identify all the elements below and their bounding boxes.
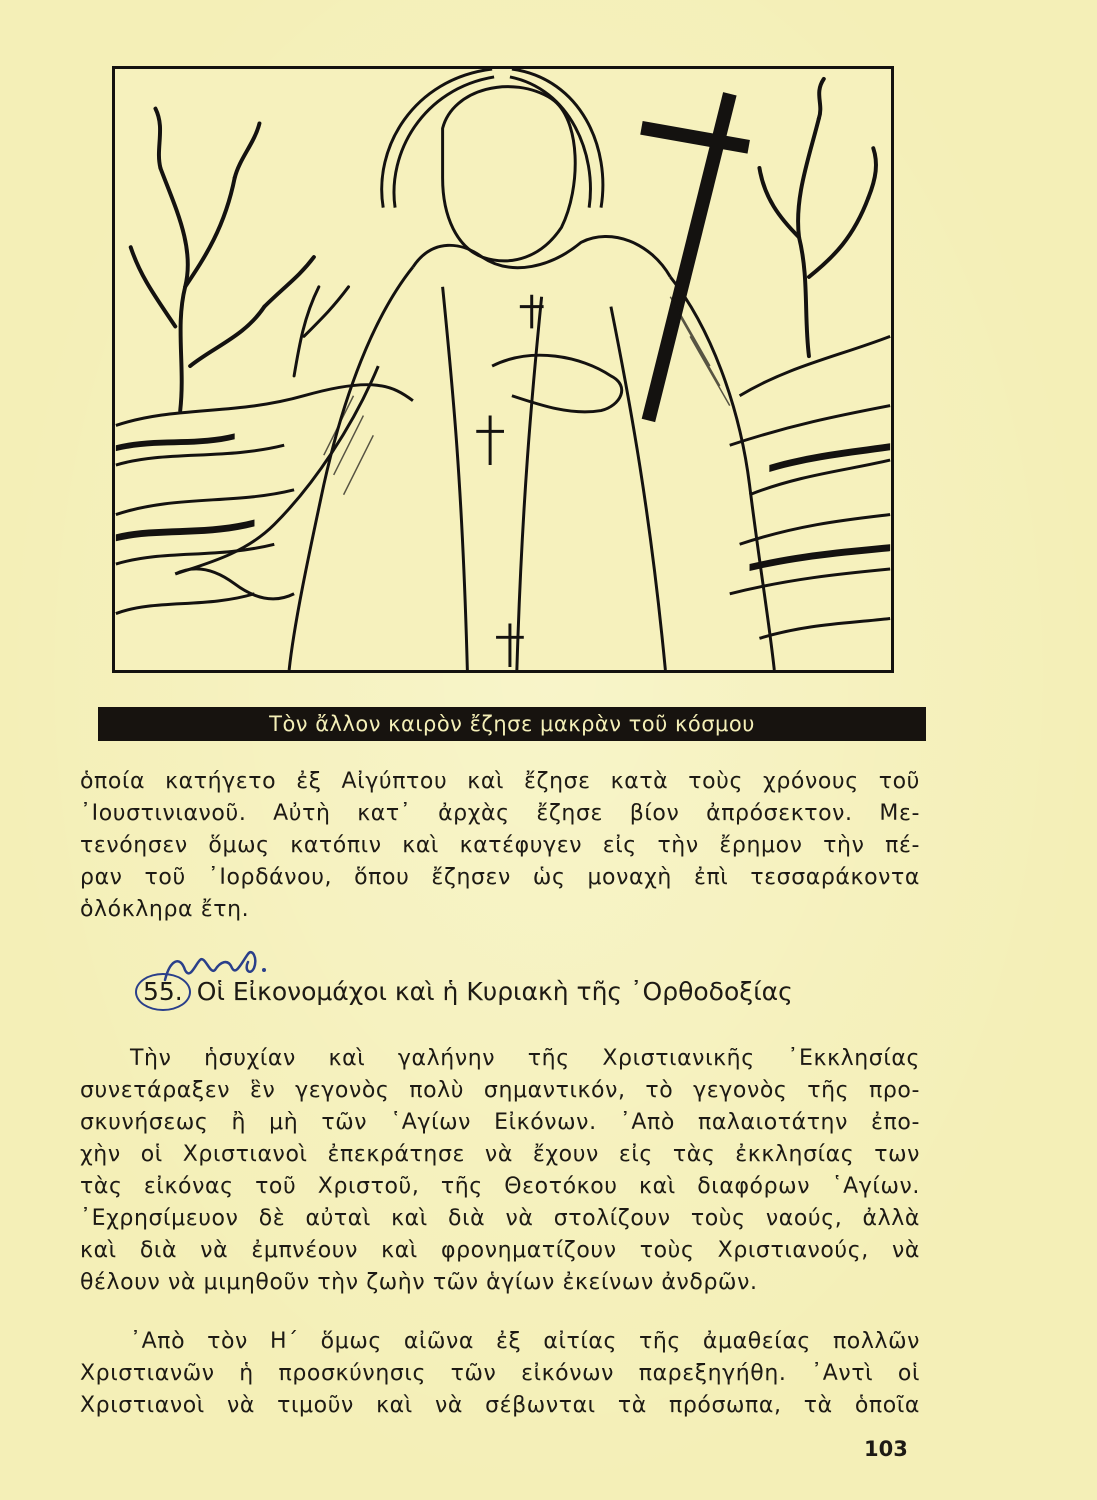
text-line: συνετάραξεν ἓν γεγονὸς πολὺ σημαντικόν, τὸ γεγονὸς τῆς προ-	[80, 1078, 920, 1103]
illustration-caption: Τὸν ἄλλον καιρὸν ἔζησε μακρὰν τοῦ κόσμου	[98, 707, 926, 741]
section-number: 55.	[135, 973, 191, 1011]
paragraph	[80, 1043, 920, 1299]
text-line: ὁλόκληρα ἔτη.	[80, 897, 250, 922]
text-line: ὁποία κατήγετο ἐξ Αἰγύπτου καὶ ἔζησε κατὰ τοὺς χρόνους τοῦ	[80, 769, 920, 794]
paragraph-continued	[80, 766, 920, 926]
text-line: ᾿Ιουστινιανοῦ. Αὐτὴ κατ᾿ ἀρχὰς ἔζησε βίον ἀπρόσεκτον. Με-	[80, 801, 920, 826]
text-line: τενόησεν ὅμως κατόπιν καὶ κατέφυγεν εἰς τὴν ἔρημον τὴν πέ-	[80, 833, 920, 858]
illustration-drawing	[115, 69, 891, 670]
text-line: καὶ διὰ νὰ ἐμπνέουν καὶ φρονηματίζουν τοὺς Χριστιανούς, νὰ	[80, 1238, 920, 1263]
text-line: χὴν οἱ Χριστιανοὶ ἐπεκράτησε νὰ ἔχουν εἰς τὰς ἐκκλησίας των	[80, 1142, 920, 1167]
text-line: τὰς εἰκόνας τοῦ Χριστοῦ, τῆς Θεοτόκου καὶ διαφόρων ῾Αγίων.	[80, 1174, 920, 1199]
text-line: Χριστιανοὶ νὰ τιμοῦν καὶ νὰ σέβωνται τὰ πρόσωπα, τὰ ὁποῖα	[80, 1393, 920, 1418]
section-heading	[135, 972, 793, 1012]
text-line: σκυνήσεως ἢ μὴ τῶν ῾Αγίων Εἰκόνων. ᾿Απὸ παλαιοτάτην ἐπο-	[80, 1110, 920, 1135]
text-line: ραν τοῦ ᾿Ιορδάνου, ὅπου ἔζησεν ὡς μοναχὴ ἐπὶ τεσσαράκοντα	[80, 865, 920, 890]
text-line: Τὴν ἡσυχίαν καὶ γαλήνην τῆς Χριστιανικῆς ᾿Εκκλησίας	[130, 1046, 920, 1071]
paragraph	[80, 1326, 920, 1422]
page-number: 103	[864, 1437, 908, 1461]
text-line: ᾿Εχρησίμευον δὲ αὐταὶ καὶ διὰ νὰ στολίζουν τοὺς ναούς, ἀλλὰ	[80, 1206, 920, 1231]
saint-illustration	[112, 66, 894, 673]
section-title: Οἱ Εἰκονομάχοι καὶ ἡ Κυριακὴ τῆς ᾿Ορθοδοξίας	[196, 977, 793, 1006]
text-line: Χριστιανῶν ἡ προσκύνησις τῶν εἰκόνων παρεξηγήθη. ᾿Αντὶ οἱ	[80, 1361, 920, 1386]
text-line: ᾿Απὸ τὸν Η΄ ὅμως αἰῶνα ἐξ αἰτίας τῆς ἀμαθείας πολλῶν	[130, 1329, 920, 1354]
text-line: θέλουν νὰ μιμηθοῦν τὴν ζωὴν τῶν ἁγίων ἐκείνων ἀνδρῶν.	[80, 1270, 758, 1295]
